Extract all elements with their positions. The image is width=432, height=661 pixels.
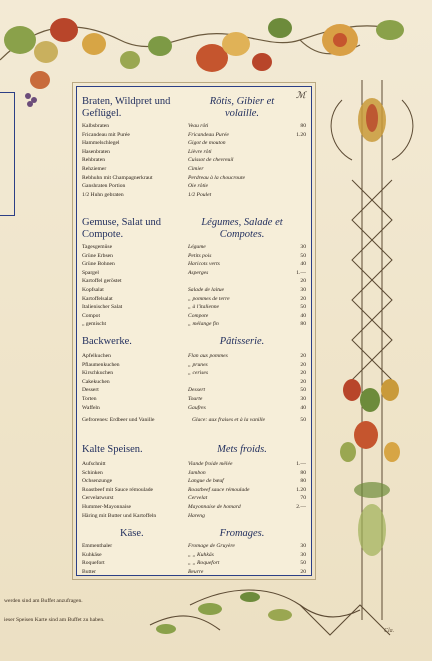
menu-item: Italienischer Salat „ à l'italienne 50: [82, 304, 306, 311]
section-braten: [80, 96, 308, 199]
section-heading-de: Gemuse, Salat und Compote.: [82, 217, 162, 240]
menu-item: Grüne Erbsen Petits pois 50: [82, 252, 306, 259]
menu-item: 1/2 Huhn gebraten 1/2 Poulet: [82, 191, 212, 198]
menu-item: Compot Compote 40: [82, 312, 306, 319]
menu-item: Grüne Bohnen Haricots verts 40: [82, 261, 306, 268]
menu-item: Pflaumenkuchen „ prunes 20: [82, 361, 306, 368]
section-heading-de: Kalte Speisen.: [82, 444, 143, 455]
menu-item: Ganshraten Portion Oie rôtie: [82, 183, 209, 190]
menu-item: Rehbraten Cuissot de chevreuil: [82, 157, 234, 164]
menu-item: Kartoffelsalat „ pommes de terre 20: [82, 295, 306, 302]
menu-item: Kuhkäse „ „ Kuhkäs 30: [82, 551, 306, 558]
menu-item: Kopfsalat Salade de laitue 30: [82, 286, 306, 293]
section-heading-fr: Fromages.: [219, 528, 265, 539]
section-heading-fr: Mets froids.: [217, 444, 267, 455]
menu-item: Hummer-Mayonnaise Mayonnaise de homard 2.—: [82, 503, 306, 510]
menu-item: Kirschkuchen „ cerises 20: [82, 370, 306, 377]
menu-item: Waffeln Gaufres 40: [82, 404, 306, 411]
menu-item: Aufschnitt Viande froide mêlée 1.—: [82, 461, 306, 467]
section-heading-fr: Pâtisserie.: [219, 336, 265, 347]
menu-item: „ gemischt „ mélange fin 80: [82, 321, 306, 328]
left-page-edge: [0, 92, 15, 216]
bottom-note-2: ieser Speisen Karte sind am Buffet zu haben.: [4, 617, 105, 623]
section-gemuese: [80, 217, 308, 329]
menu-item: Torten Tourte 30: [82, 395, 306, 402]
bottom-note-1: werden sind am Buffet anzufragen.: [4, 598, 83, 604]
menu-item: Rehziemer Cimier: [82, 165, 204, 172]
menu-item: Apfelkuchen Flan aux pommes 20: [82, 353, 306, 359]
menu-item: Häring mit Butter und Kartoffeln Hareng: [82, 512, 205, 519]
menu-item: Kalbsbraten Veau rôti 80: [82, 123, 306, 129]
menu-item: Butter Beurre 20: [82, 568, 306, 575]
menu-item: Kartoffel geröstet 20: [82, 278, 306, 285]
section-heading-de: Braten, Wildpret und Geflügel.: [82, 96, 171, 119]
menu-item: Hasenbraten Lièvre rôti: [82, 148, 212, 155]
section-kalte-speisen: [80, 444, 308, 520]
menu-item: Spargel Asperges 1.—: [82, 269, 306, 276]
menu-item: Hammelschlegel Gigot de mouton: [82, 140, 226, 147]
menu-item: Dessert Dessert 50: [82, 387, 306, 394]
section-backwerke: [80, 336, 308, 425]
section-heading-de: Backwerke.: [82, 336, 132, 347]
menu-item: Tagesgemüse Légume 30: [82, 244, 306, 250]
menu-item: Ochsenzunge Langue de bœuf 80: [82, 478, 306, 485]
section-heading-fr: Légumes, Salade et Compotes.: [201, 217, 283, 240]
menu-item-ice-cream: Gefrorenes: Erdbeer und Vanille Glace: aux fraises et à la vanille 50: [82, 417, 306, 424]
menu-item: Cakekuchen 20: [82, 378, 306, 385]
section-heading-de: Käse.: [120, 528, 144, 539]
artist-signature: Cla.: [384, 628, 395, 634]
vine-ornament-right: [322, 60, 432, 660]
menu-item: Roquefort „ „ Roquefort 50: [82, 560, 306, 567]
menu-item: Cervelatwurst Cervelat 70: [82, 495, 306, 502]
currency-symbol: ℳ: [296, 90, 306, 100]
section-kaese: [80, 528, 308, 576]
menu-item: Emmenthaler Fromage de Gruyère 30: [82, 543, 306, 549]
menu-item: Rebhuhn mit Champagnerkraut Perdreau à la choucroute: [82, 174, 246, 181]
section-heading-fr: Rôtis, Gibier et volaille.: [209, 96, 275, 119]
menu-item: Fricandeau mit Purée Fricandeau Purée 1.20: [82, 131, 306, 138]
menu-item: Roastbeef mit Sauce rémoulade Roastbeef sauce rémoulade 1.20: [82, 486, 306, 493]
menu-item: Schinken Jambon 80: [82, 469, 306, 476]
